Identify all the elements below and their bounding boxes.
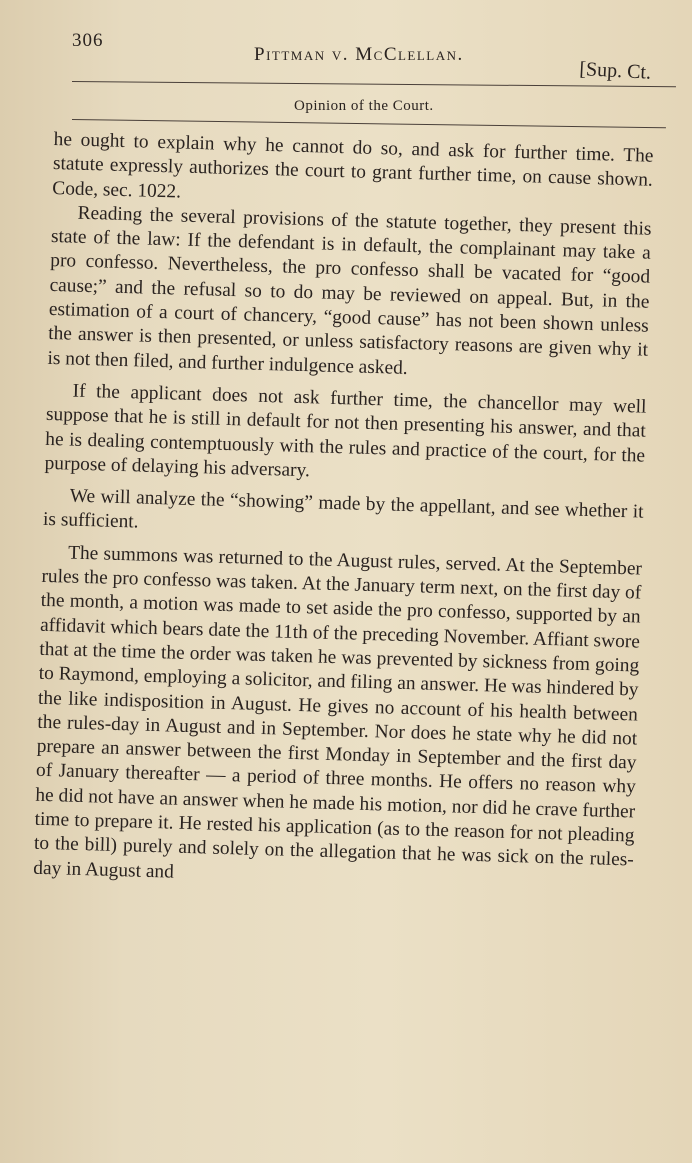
paragraph-1: he ought to explain why he cannot do so, and ask for further time. The statute expressly authorizes the court to grant further time, on cause shown. Code, sec. 1022. [52, 128, 654, 203]
page-number: 306 [72, 30, 104, 51]
section-heading: Opinion of the Court. [294, 98, 434, 114]
running-title: Pittman v. McClellan. [254, 44, 464, 65]
paragraph-4: We will analyze the “showing” made by the appellant, and see whether it is sufficient. [42, 485, 644, 533]
court-label: [Sup. Ct. [578, 58, 652, 84]
paragraph-3: If the applicant does not ask further time, the chancellor may well suppose that he is still in default for not then presenting his answer, and that he is dealing contemptuously with the rules and practice of the court, for the purpose of delaying his adversary. [44, 380, 647, 482]
header-rule-bottom [72, 119, 666, 128]
opinion-text [33, 128, 654, 897]
paragraph-2: Reading the several provisions of the statute together, they present this state of the law: If the defendant is in default, the complainant may take a pro confesso. Nevertheless, the pro confesso shall be vacated for “good cause;” and the refusal so to do may be reviewed on appeal. But, in the estimation of a court of chancery, “good cause” has not been shown unless the answer is then presented, or unless satisfactory reasons are given why it is not then filed, and further indulgence asked. [47, 202, 652, 379]
header-rule-top [72, 81, 676, 87]
page-header [0, 0, 692, 130]
paragraph-5: The summons was returned to the August rules, served. At the September rules the pro confesso was taken. At the January term next, on the first day of the month, a motion was made to set aside the pro confesso, supported by an affidavit which bears date the 11th of the preceding November. Affiant swore that at the time the order was taken he was prevented by sickness from going to Raymond, employing a solicitor, and filing an answer. He was hindered by the like indisposition in August. He gives no account of his health between the rules-day in August and in September. Nor does he state why he did not prepare an answer between the first Monday in September and the first day of January thereafter — a period of three months. He offers no reason why he did not have an answer when he made his motion, nor did he crave further time to prepare it. He rested his application (as to the reason for not pleading to the bill) purely and solely on the allegation that he was sick on the rules-day in August and [33, 542, 643, 883]
